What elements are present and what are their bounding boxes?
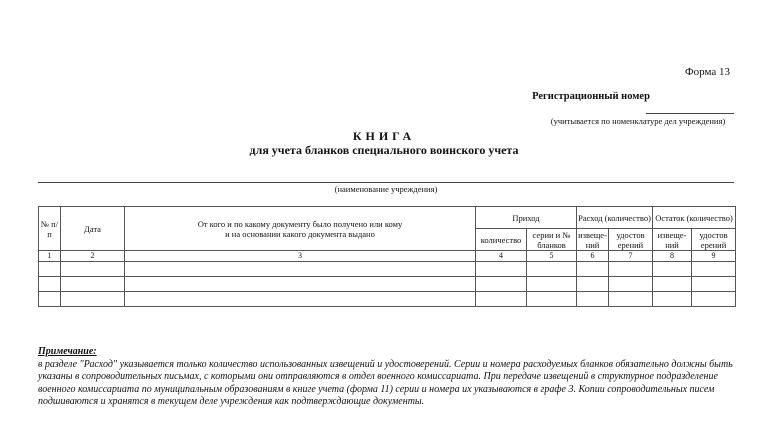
header-date: Дата: [61, 207, 125, 251]
form-number-label: Форма 13: [684, 66, 730, 78]
column-number: 5: [527, 251, 577, 262]
column-number: 6: [577, 251, 609, 262]
document-title: КНИГА: [352, 129, 416, 143]
column-number: 7: [609, 251, 653, 262]
column-number: 1: [39, 251, 61, 262]
registration-number-note: (учитывается по номенклатуре дел учреждения): [550, 116, 726, 126]
column-number: 3: [125, 251, 476, 262]
document-subtitle: для учета бланков специального воинского учета: [249, 143, 519, 157]
header-from-whom: От кого и по какому документу было получено или кому и на основании какого документа выдано: [125, 207, 476, 251]
registration-number-label: Регистрационный номер: [532, 91, 650, 102]
header-balance: Остаток (количество): [653, 207, 736, 229]
note-block: [38, 346, 734, 409]
column-number-row: [39, 251, 736, 262]
ledger-table: [38, 206, 736, 307]
column-number: 2: [61, 251, 125, 262]
subheader-notices-balance: извеще-ний: [653, 229, 692, 251]
subheader-certificates-expense: удостов ерений: [609, 229, 653, 251]
column-number: 9: [692, 251, 736, 262]
subheader-series: серии и № бланков: [527, 229, 577, 251]
table-row: [39, 277, 736, 292]
header-number: № п/п: [39, 207, 61, 251]
subheader-certificates-balance: удостов ерений: [692, 229, 736, 251]
institution-name-caption: (наименование учреждения): [334, 184, 438, 194]
table-row: [39, 262, 736, 277]
table-row: [39, 292, 736, 307]
column-number: 4: [476, 251, 527, 262]
column-number: 8: [653, 251, 692, 262]
note-heading: Примечание:: [38, 346, 97, 357]
note-text: в разделе "Расход" указывается только количество использованных извещений и удостоверений. Серии и номера расходуемых бланков обязательно должны быть указаны в сопроводительных письмах, с которыми они отправляются в отдел военного комиссариата. При передаче извещений в структурное подразделение военного комиссариата по муниципальным образованиям в книге учета (форма 11) серии и номера их указываются в графе 3. Копии сопроводительных писем подшиваются и хранятся в текущем деле учреждения как подтверждающие документы.: [38, 358, 733, 407]
header-expense: Расход (количество): [577, 207, 653, 229]
institution-name-line: [38, 182, 734, 183]
table-header-row: [39, 207, 736, 229]
subheader-notices-expense: извеще-ний: [578, 229, 607, 250]
subheader-quantity: количество: [476, 229, 527, 251]
header-income: Приход: [476, 207, 577, 229]
registration-number-field-line: [646, 113, 734, 114]
